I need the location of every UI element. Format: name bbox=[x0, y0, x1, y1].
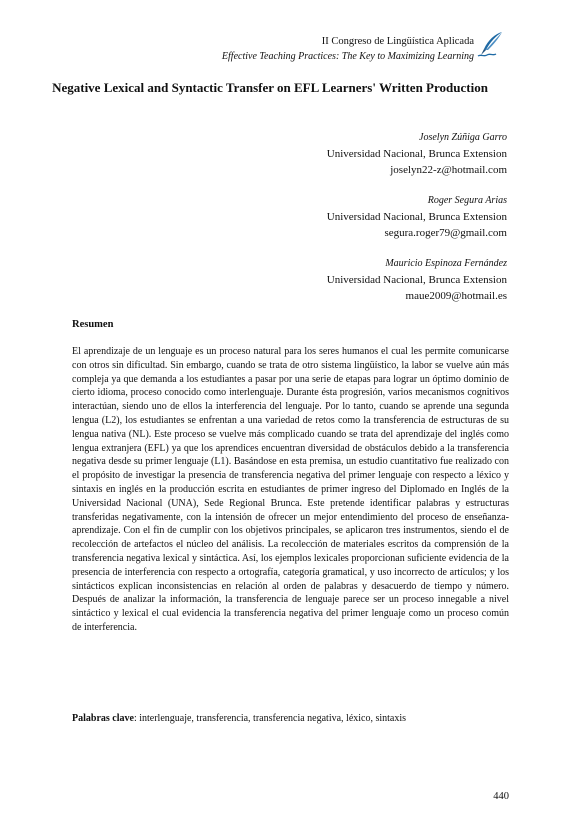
author-email: joselyn22-z@hotmail.com bbox=[390, 164, 507, 176]
page-number: 440 bbox=[493, 791, 509, 802]
conference-name: II Congreso de Lingüística Aplicada bbox=[321, 36, 474, 47]
keywords-line bbox=[72, 712, 509, 726]
quill-pen-icon bbox=[475, 30, 507, 58]
keywords-list: : interlenguaje, transferencia, transferencia negativa, léxico, sintaxis bbox=[133, 713, 407, 724]
author-entry bbox=[177, 193, 507, 241]
conference-subtitle: Effective Teaching Practices: The Key to Maximizing Learning bbox=[221, 51, 474, 62]
author-email: segura.roger79@gmail.com bbox=[384, 227, 507, 239]
author-affiliation: Universidad Nacional, Brunca Extension bbox=[326, 211, 507, 223]
abstract-heading: Resumen bbox=[72, 319, 114, 330]
abstract-text: El aprendizaje de un lenguaje es un proceso natural para los seres humanos el cual les permite comunicarse con otros sin dificultad. Sin embargo, cuando se trata de otro sistema lingüístico, la labor se vuelve aún más compleja ya que demanda a los estudiantes a pasar por una serie de etapas para lograr un óptimo dominio de cierto idioma, proceso conocido como interlenguaje. Durante ésta progresión, varios mecanismos cognitivos interactúan, siendo uno de ellos la interferencia del lenguaje. Por lo tanto, cuando se aprende una segunda lengua (L2), los estudiantes se enfrentan a una variedad de retos como la transferencia de estructuras de su lengua nativa (NL). Este proceso se vuelve más complicado cuando se trata del aprendizaje del inglés como lengua extranjera (EFL) ya que los aprendices encuentran diversidad de obstáculos debido a la transferencia negativa desde su primer lenguaje (L1). Basándose en esta premisa, un estudio cuantitativo fue realizado con el propósito de investigar la presencia de transferencia negativa del primer lenguaje con respecto a léxico y sintaxis en inglés en la producción escrita en estudiantes de primer ingreso del Diplomado en Inglés de la Universidad Nacional (UNA), Sede Regional Brunca. Este pretende identificar palabras y estructuras transferidas negativamente, con la intensión de ofrecer un mejor entendimiento del proceso de enseñanza-aprendizaje. Con el fin de cumplir con los objetivos principales, se aplicaron tres instrumentos, siendo el de recolección de artefactos el núcleo del análisis. La recolección de materiales escritos da comprensión de la transferencia negativa lexical y sintáctica. Así, los ejemplos lexicales proporcionan suficiente evidencia de la presencia de interferencia con respecto a ortografía, categoría gramatical, y uso incorrecto de artículos; y los sintácticos explican inconsistencias en relación al orden de palabras y desacuerdo de tiempo y número. Después de analizar la información, la transferencia de lenguaje parece ser un proceso innegable a nivel sintáctico y lexical el cual evidencia la transferencia negativa del primer lenguaje como un proceso común de interferencia. bbox=[72, 346, 509, 633]
author-affiliation: Universidad Nacional, Brunca Extension bbox=[326, 274, 507, 286]
author-entry bbox=[177, 256, 507, 304]
paper-title: Negative Lexical and Syntactic Transfer on EFL Learners' Written Production bbox=[52, 80, 488, 95]
author-affiliation: Universidad Nacional, Brunca Extension bbox=[326, 148, 507, 160]
running-header bbox=[222, 34, 474, 64]
author-name: Mauricio Espinoza Fernández bbox=[385, 258, 507, 269]
author-block bbox=[177, 130, 507, 319]
author-name: Joselyn Zúñiga Garro bbox=[419, 132, 507, 143]
keywords-label: Palabras clave bbox=[72, 713, 134, 724]
author-email: maue2009@hotmail.es bbox=[405, 290, 507, 302]
author-name: Roger Segura Arias bbox=[427, 195, 507, 206]
author-entry bbox=[177, 130, 507, 178]
